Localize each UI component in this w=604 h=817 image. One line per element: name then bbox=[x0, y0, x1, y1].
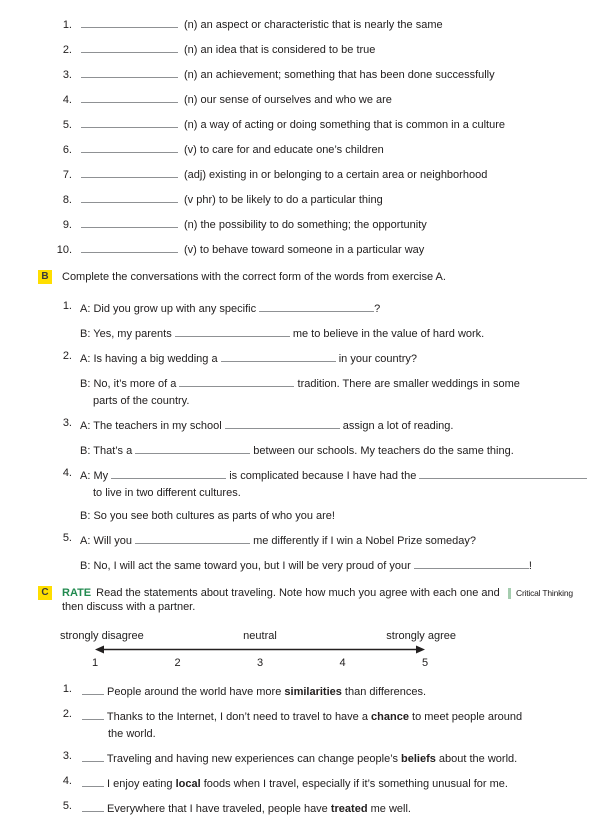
rating-scale bbox=[60, 630, 460, 674]
scale-number: 3 bbox=[256, 657, 264, 669]
fill-in-blank bbox=[225, 417, 340, 429]
fill-in-blank bbox=[179, 375, 294, 387]
dialogue-line: A: Is having a big wedding a in your country? bbox=[80, 350, 584, 367]
item-number: 10. bbox=[56, 244, 72, 256]
fill-in-blank bbox=[81, 16, 178, 28]
section-b-conversations bbox=[38, 300, 584, 574]
item-number: 9. bbox=[62, 219, 72, 231]
item-number: 5. bbox=[62, 800, 72, 812]
section-b-header bbox=[38, 270, 584, 284]
fill-in-blank bbox=[82, 775, 104, 787]
fill-in-blank bbox=[221, 350, 336, 362]
definition-text: (n) a way of acting or doing something that is common in a culture bbox=[184, 119, 505, 131]
dialogue-line: A: Did you grow up with any specific ? bbox=[80, 300, 584, 317]
scale-number: 2 bbox=[174, 657, 181, 669]
fill-in-blank bbox=[259, 300, 374, 312]
item-number: 8. bbox=[62, 194, 72, 206]
item-number: 2. bbox=[62, 708, 72, 720]
statement-item bbox=[38, 750, 584, 767]
definition-text: (n) an idea that is considered to be true bbox=[184, 44, 376, 56]
fill-in-blank bbox=[82, 750, 104, 762]
item-number: 4. bbox=[62, 467, 72, 479]
scale-numbers bbox=[88, 656, 432, 670]
definition-text: (v phr) to be likely to do a particular thing bbox=[184, 194, 383, 206]
dialogue-line: A: Will you me differently if I win a Nobel Prize someday? bbox=[80, 532, 584, 549]
item-number: 3. bbox=[62, 750, 72, 762]
rate-label: RATE bbox=[62, 587, 92, 599]
bold-term: beliefs bbox=[401, 753, 436, 765]
statement-line: People around the world have more similarities than differences. bbox=[82, 683, 584, 700]
critical-thinking-label: Critical Thinking bbox=[508, 588, 573, 599]
scale-label-strongly-agree: strongly agree bbox=[386, 630, 456, 642]
fill-in-blank bbox=[81, 141, 178, 153]
section-b-badge: B bbox=[38, 270, 52, 284]
definition-item bbox=[38, 166, 584, 183]
statement-line: the world. bbox=[108, 728, 156, 740]
statement-line: Traveling and having new experiences can change people’s beliefs about the world. bbox=[82, 750, 584, 767]
item-number: 1. bbox=[62, 19, 72, 31]
item-number: 5. bbox=[62, 119, 72, 131]
definition-item bbox=[38, 241, 584, 258]
dialogue-line: B: No, it’s more of a tradition. There are smaller weddings in some bbox=[80, 375, 584, 392]
fill-in-blank bbox=[414, 557, 529, 569]
statement-line: I enjoy eating local foods when I travel, especially if it’s something unusual for me. bbox=[82, 775, 584, 792]
conversation-item bbox=[38, 532, 584, 574]
definition-text: (n) the possibility to do something; the opportunity bbox=[184, 219, 427, 231]
fill-in-blank bbox=[111, 467, 226, 479]
item-number: 2. bbox=[62, 44, 72, 56]
fill-in-blank bbox=[81, 166, 178, 178]
bold-term: chance bbox=[371, 711, 409, 723]
fill-in-blank bbox=[81, 41, 178, 53]
dialogue-line: A: The teachers in my school assign a lot of reading. bbox=[80, 417, 584, 434]
item-number: 2. bbox=[62, 350, 72, 362]
scale-number: 5 bbox=[421, 657, 429, 669]
scale-number: 1 bbox=[91, 657, 99, 669]
fill-in-blank bbox=[81, 241, 178, 253]
fill-in-blank bbox=[82, 708, 104, 720]
definition-text: (v) to care for and educate one’s children bbox=[184, 144, 384, 156]
dialogue-line: B: Yes, my parents me to believe in the value of hard work. bbox=[80, 325, 584, 342]
fill-in-blank bbox=[135, 442, 250, 454]
section-b-instructions: Complete the conversations with the correct form of the words from exercise A. bbox=[62, 271, 446, 283]
fill-in-blank bbox=[175, 325, 290, 337]
statement-line: Everywhere that I have traveled, people have treated me well. bbox=[82, 800, 584, 817]
fill-in-blank bbox=[81, 116, 178, 128]
item-number: 4. bbox=[62, 94, 72, 106]
section-c-badge: C bbox=[38, 586, 52, 600]
dialogue-line: B: No, I will act the same toward you, but I will be very proud of your ! bbox=[80, 557, 584, 574]
bold-term: local bbox=[175, 778, 201, 790]
definition-text: (n) an achievement; something that has been done successfully bbox=[184, 69, 495, 81]
scale-label-strongly-disagree: strongly disagree bbox=[60, 630, 144, 642]
statement-item bbox=[38, 708, 584, 742]
definition-item bbox=[38, 141, 584, 158]
scale-label-neutral: neutral bbox=[243, 630, 277, 642]
statement-line: Thanks to the Internet, I don’t need to travel to have a chance to meet people around bbox=[82, 708, 584, 725]
fill-in-blank bbox=[419, 467, 587, 479]
definition-item bbox=[38, 116, 584, 133]
section-c-header bbox=[38, 586, 584, 614]
conversation-item bbox=[38, 350, 584, 409]
scale-number: 4 bbox=[339, 657, 346, 669]
dialogue-line: B: That’s a between our schools. My teachers do the same thing. bbox=[80, 442, 584, 459]
definition-text: (n) an aspect or characteristic that is nearly the same bbox=[184, 19, 443, 31]
conversation-item bbox=[38, 467, 584, 524]
item-number: 7. bbox=[62, 169, 72, 181]
definition-text: (v) to behave toward someone in a particular way bbox=[184, 244, 425, 256]
dialogue-line: to live in two different cultures. bbox=[93, 487, 241, 499]
section-a-definitions bbox=[38, 16, 584, 258]
section-c-instructions bbox=[62, 586, 517, 614]
bold-term: treated bbox=[330, 803, 368, 815]
definition-item bbox=[38, 91, 584, 108]
item-number: 3. bbox=[62, 69, 72, 81]
item-number: 6. bbox=[62, 144, 72, 156]
section-c-statements bbox=[38, 683, 584, 817]
statement-item bbox=[38, 775, 584, 792]
dialogue-line: parts of the country. bbox=[93, 395, 190, 407]
bold-term: similarities bbox=[284, 686, 342, 698]
conversation-item bbox=[38, 300, 584, 342]
definition-item bbox=[38, 16, 584, 33]
definition-item bbox=[38, 66, 584, 83]
item-number: 1. bbox=[62, 683, 72, 695]
fill-in-blank bbox=[81, 91, 178, 103]
fill-in-blank bbox=[82, 683, 104, 695]
item-number: 3. bbox=[62, 417, 72, 429]
double-arrow-icon bbox=[95, 645, 425, 654]
definition-item bbox=[38, 216, 584, 233]
fill-in-blank bbox=[81, 191, 178, 203]
definition-text: (adj) existing in or belonging to a certain area or neighborhood bbox=[184, 169, 488, 181]
statement-item bbox=[38, 800, 584, 817]
definition-item bbox=[38, 191, 584, 208]
conversation-item bbox=[38, 417, 584, 459]
dialogue-line: B: So you see both cultures as parts of who you are! bbox=[80, 510, 335, 522]
definition-item bbox=[38, 41, 584, 58]
fill-in-blank bbox=[81, 216, 178, 228]
definition-text: (n) our sense of ourselves and who we are bbox=[184, 94, 392, 106]
item-number: 5. bbox=[62, 532, 72, 544]
statement-item bbox=[38, 683, 584, 700]
dialogue-line: A: My is complicated because I have had the bbox=[80, 467, 584, 484]
fill-in-blank bbox=[81, 66, 178, 78]
section-c-instruction-text: Read the statements about traveling. Note how much you agree with each one and then discuss with a partner. bbox=[62, 587, 500, 613]
fill-in-blank bbox=[82, 800, 104, 812]
item-number: 4. bbox=[62, 775, 72, 787]
item-number: 1. bbox=[62, 300, 72, 312]
fill-in-blank bbox=[135, 532, 250, 544]
